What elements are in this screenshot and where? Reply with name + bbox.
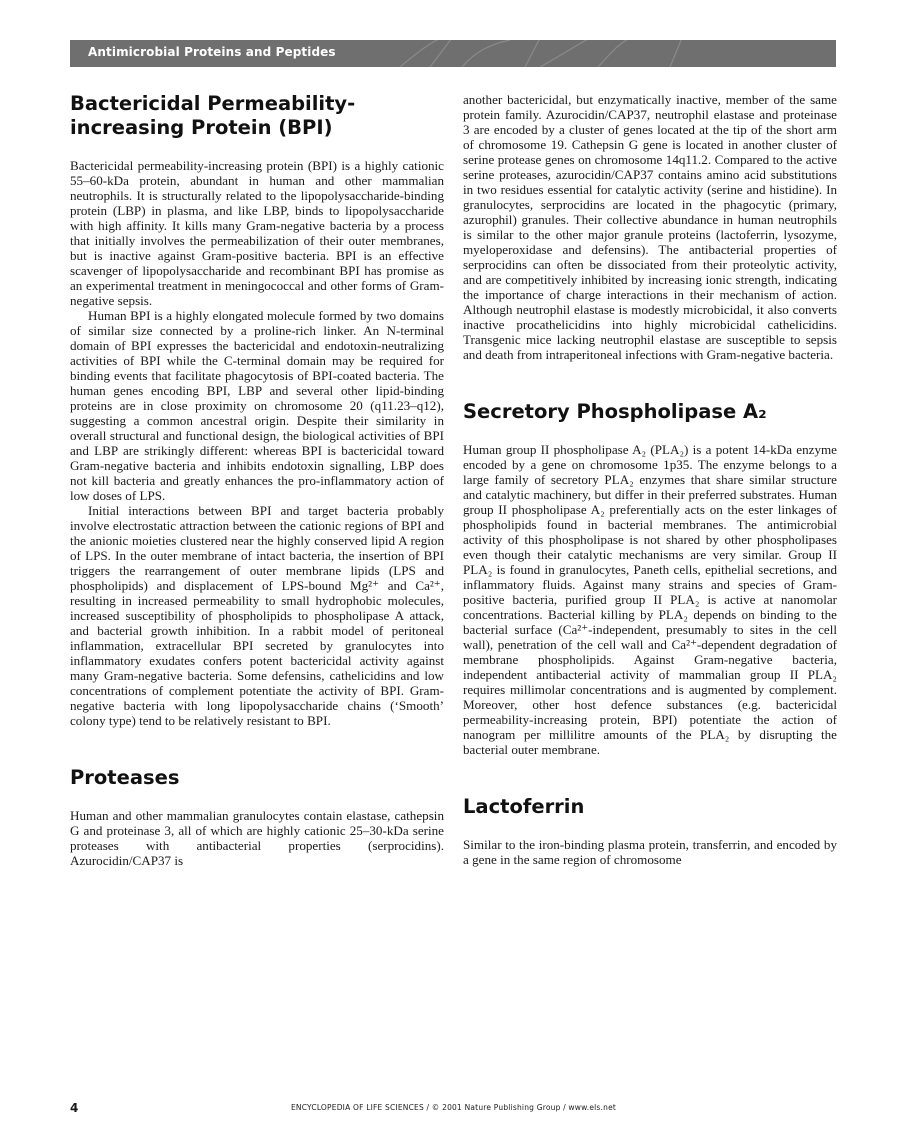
- proteases-heading: Proteases: [70, 766, 180, 789]
- lactoferrin-heading: Lactoferrin: [463, 795, 585, 818]
- page-number: 4: [70, 1101, 79, 1115]
- footer-credit: ENCYCLOPEDIA OF LIFE SCIENCES / © 2001 Nature Publishing Group / www.els.net: [290, 1103, 617, 1112]
- bpi-heading: Bactericidal Permeability-increasing Protein (BPI): [70, 92, 356, 139]
- bpi-paragraph-3: Initial interactions between BPI and target bacteria probably involve electrostatic attraction between the cationic regions of BPI and the anionic moieties clustered near the highly conserved lipid A region of LPS. In the outer membrane of intact bacteria, the insertion of BPI triggers the rearrangement of outer membrane lipids (LPS and phospholipids) and displacement of LPS-bound Mg²⁺ and Ca²⁺, resulting in increased permeability to small hydrophobic molecules, increased susceptibility of phospholipids to phospholipase A attack, and bacterial growth inhibition. In a rabbit model of peritoneal inflammation, extracellular BPI secreted by granulocytes into inflammatory exudates confers potent bactericidal activity against many Gram-negative bacteria. Some defensins, cathelicidins and low concentrations of complement potentiate the activity of BPI. Gram-negative bacteria with long lipopolysaccharide chains (‘Smooth’ colony type) tend to be relatively resistant to BPI.: [70, 503, 444, 728]
- bpi-paragraph-1: Bactericidal permeability-increasing protein (BPI) is a highly cationic 55–60-kDa protein, abundant in human and other mammalian neutrophils. It is structurally related to the lipopolysaccharide-binding protein (LBP) in plasma, and like LBP, binds to lipopolysaccharide with high affinity. It kills many Gram-negative bacteria by a process that initially involves the permeabilization of their outer membranes, but is inactive against Gram-positive bacteria. BPI is an effective scavenger of lipopolysaccharide and recombinant BPI has promise as an experimental treatment in meningococcal and other forms of Gram-negative sepsis.: [70, 158, 444, 308]
- bpi-paragraph-2: Human BPI is a highly elongated molecule formed by two domains of similar size connected by a proline-rich linker. An N-terminal domain of BPI expresses the bactericidal and endotoxin-neutralizing activities of BPI while the C-terminal domain may be required for binding events that facilitate phagocytosis of BPI-coated bacteria. The human genes encoding BPI, LBP and several other lipid-binding proteins are in close proximity on chromosome 20 (q11.23–q12), suggesting a common ancestral origin. Despite their similarity in overall structural and functional design, the biological activities of BPI and LBP are strikingly different: whereas BPI is bactericidal toward Gram-negative bacteria and inhibits endotoxin signalling, LBP does not kill bacteria and greatly enhances the pro-inflammatory action of low doses of LPS.: [70, 308, 444, 503]
- spla2-paragraph-1: Human group II phospholipase A₂ (PLA₂) is a potent 14-kDa enzyme encoded by a gene on chromosome 1p35. The enzyme belongs to a large family of secretory PLA₂ enzymes that share similar structure and catalytic machinery, but differ in their preferred substrates. Human group II phospholipase A₂ preferentially acts on the ester linkages of phospholipids found in bacterial membranes. The antimicrobial activity of this phospholipase is not shared by other phospholipases even though their catalytic mechanisms are very similar. Group II PLA₂ is found in granulocytes, Paneth cells, epithelial secretions, and inflammatory fluids. Against many strains and species of Gram-positive bacteria, purified group II PLA₂ is active at nanomolar concentrations. Bacterial killing by PLA₂ depends on binding to the bacterial surface (Ca²⁺-independent, presumably to sites in the cell wall), penetration of the cell wall and Ca²⁺-dependent degradation of membrane phospholipids. Against Gram-negative bacteria, independent antibacterial activity of mammalian group II PLA₂ requires millimolar concentrations and is augmented by complement. Moreover, other host defence substances (e.g. bactericidal permeability-increasing protein, BPI) potentiate the action of nanogram per millilitre amounts of the PLA₂ by disrupting the bacterial outer membrane.: [463, 442, 837, 757]
- running-header: [70, 40, 836, 67]
- header-title: Antimicrobial Proteins and Peptides: [88, 45, 336, 59]
- lactoferrin-paragraph-1: Similar to the iron-binding plasma protein, transferrin, and encoded by a gene in the same region of chromosome: [463, 837, 837, 867]
- spla2-heading: Secretory Phospholipase A₂: [463, 400, 767, 423]
- proteases-continued-paragraph: another bactericidal, but enzymatically inactive, member of the same protein family. Azurocidin/CAP37, neutrophil elastase and proteinase 3 are encoded by a cluster of genes located at the tip of the short arm of chromosome 19. Cathepsin G gene is located in another cluster of serine protease genes on chromosome 14q11.2. Compared to the active serine proteases, azurocidin/CAP37 contains amino acid substitutions in two residues essential for catalytic activity (serine and histidine). In granulocytes, serprocidins are located in the phagocytic (primary, azurophil) granules. Their collective abundance in human neutrophils is similar to the other major granule proteins (lactoferrin, lysozyme, myeloperoxidase and defensins). The antibacterial properties of serprocidins can often be dissociated from their proteolytic activity, and are competitively inhibited by increasing ionic strength, indicating the importance of charge interactions in their mechanism of action. Although neutrophil elastase is modestly microbicidal, it also converts inactive procathelicidins into highly microbicidal cathelicidins. Transgenic mice lacking neutrophil elastase are susceptible to sepsis and death from intraperitoneal infections with Gram-negative bacteria.: [463, 92, 837, 362]
- proteases-paragraph-1: Human and other mammalian granulocytes contain elastase, cathepsin G and proteinase 3, all of which are highly cationic 25–30-kDa serine proteases with antibacterial properties (serprocidins). Azurocidin/CAP37 is: [70, 808, 444, 868]
- left-column: [70, 92, 444, 868]
- right-column: [463, 92, 837, 867]
